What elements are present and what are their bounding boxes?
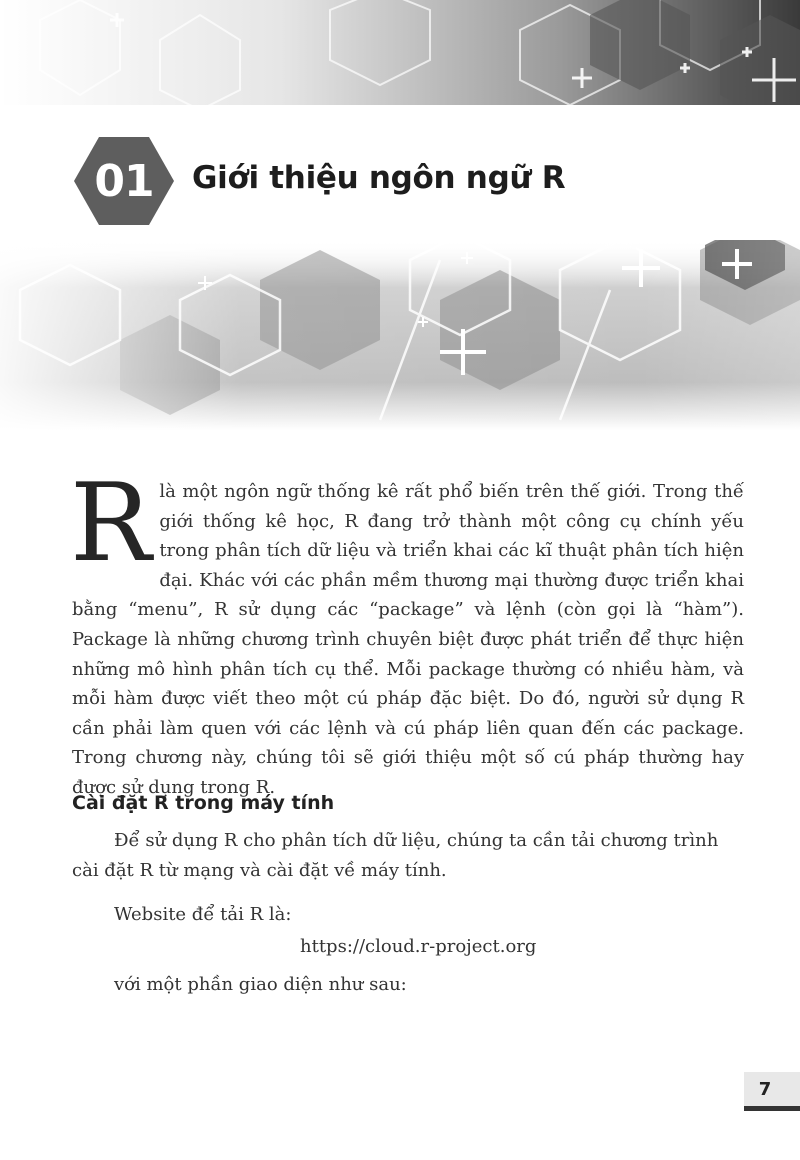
- page-number: 7: [758, 1078, 772, 1100]
- intro-text: là một ngôn ngữ thống kê rất phổ biến trên thế giới. Trong thế giới thống kê học, R đang trở thành một công cụ chính yếu trong phân tích dữ liệu và triển khai các kĩ thuật phân tích hiện đại. Khác với các phần mềm thương mại thường được triển khai bằng “menu”, R sử dụng các “package” và lệnh (còn gọi là “hàm”). Package là những chương trình chuyên biệt được phát triển để thực hiện những mô hình phân tích cụ thể. Mỗi package thường có nhiều hàm, và mỗi hàm được viết theo một cú pháp đặc biệt. Do đó, người sử dụng R cần phải làm quen với các lệnh và cú pháp liên quan đến các package. Trong chương này, chúng tôi sẽ giới thiệu một số cú pháp thường hay được sử dụng trong R.: [72, 481, 744, 798]
- intro-paragraph: [70, 461, 744, 803]
- page-number-rule: [744, 1106, 800, 1111]
- website-label: Website để tải R là:: [114, 904, 292, 925]
- section-heading: Cài đặt R trong máy tính: [72, 792, 335, 814]
- chapter-title: Giới thiệu ngôn ngữ R: [192, 160, 566, 196]
- download-url: https://cloud.r-project.org: [300, 936, 537, 957]
- header-decoration-bottom: [0, 240, 800, 430]
- chapter-number: 01: [94, 155, 154, 207]
- drop-cap: R: [70, 461, 152, 586]
- header-decoration-top: [0, 0, 800, 105]
- interface-caption: với một phần giao diện như sau:: [114, 974, 407, 995]
- install-paragraph: Để sử dụng R cho phân tích dữ liệu, chúng ta cần tải chương trình cài đặt R từ mạng và cài đặt về máy tính.: [72, 830, 719, 881]
